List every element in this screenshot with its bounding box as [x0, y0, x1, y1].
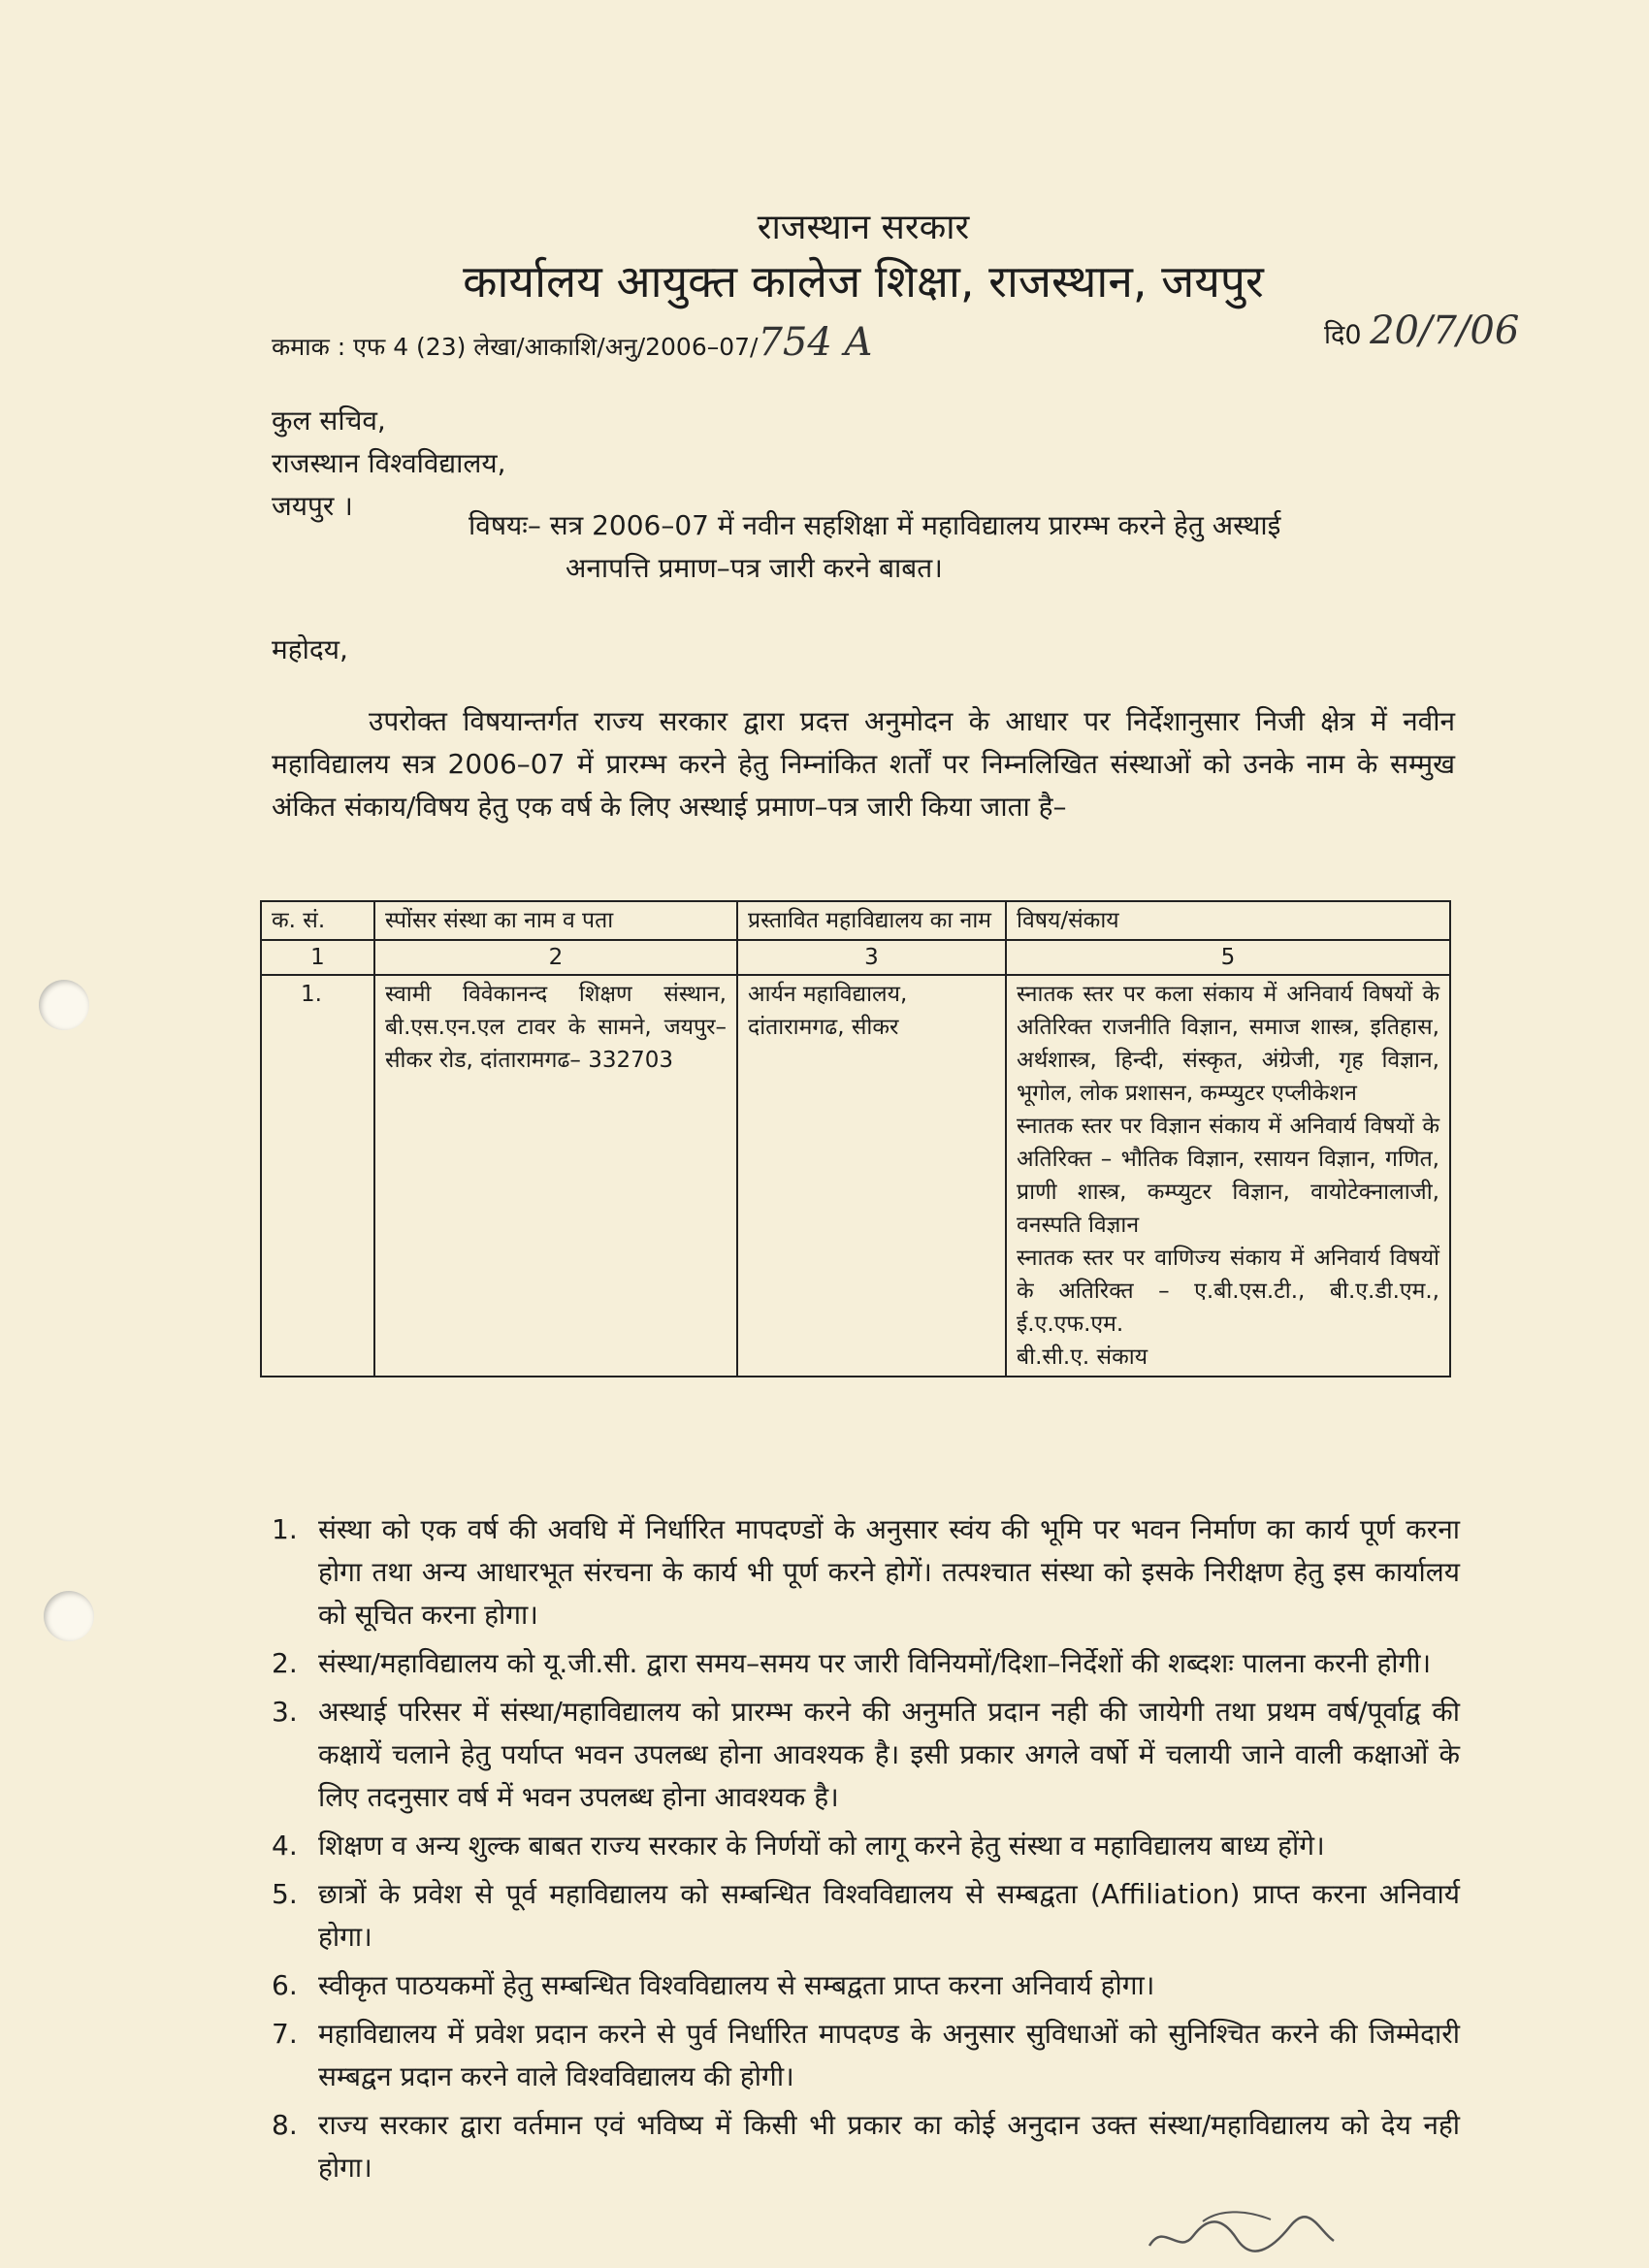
subject — [469, 504, 1458, 590]
item-text: संस्था को एक वर्ष की अवधि में निर्धारित मापदण्डों के अनुसार स्वंय की भूमि पर भवन निर्माण का कार्य पूर्ण करना होगा तथा अन्य आधारभूत संरचना के कार्य भी पूर्ण करने होगें। तत्पश्चात संस्था को इसके निरीक्षण हेतु इस कार्यालय को सूचित करना होगा। — [318, 1513, 1460, 1631]
reference-number: कमाक : एफ 4 (23) लेखा/आकाशि/अनु/2006–07/ — [272, 333, 759, 361]
column-number: 2 — [374, 940, 737, 975]
item-text: संस्था/महाविद्यालय को यू.जी.सी. द्वारा समय–समय पर जारी विनियमों/दिशा–निर्देशों की शब्दशः पालना करनी होगी। — [318, 1647, 1432, 1679]
sponsor-cell: स्वामी विवेकानन्द शिक्षण संस्थान, बी.एस.एन.एल टावर के सामने, जयपुर–सीकर रोड, दांतारामगढ– 332703 — [374, 975, 737, 1377]
item-number: 4. — [272, 1830, 298, 1862]
list-item — [272, 1873, 1460, 1959]
serial-number-cell: 1. — [261, 975, 374, 1377]
item-number: 2. — [272, 1647, 298, 1679]
list-item — [272, 1508, 1460, 1636]
item-number: 8. — [272, 2109, 298, 2141]
item-text: महाविद्यालय में प्रवेश प्रदान करने से पुर्व निर्धारित मापदण्ड के अनुसार सुविधाओं को सुनिश्चित करने की जिम्मेदारी सम्बद्वन प्रदान करने वाले विश्वविद्यालय की होगी। — [318, 2018, 1460, 2092]
subject-group: स्नातक स्तर पर कला संकाय में अनिवार्य विषयों के अतिरिक्त राजनीति विज्ञान, समाज शास्त्र, इतिहास, अर्थशास्त्र, हिन्दी, संस्कृत, अंग्रेजी, गृह विज्ञान, भूगोल, लोक प्रशासन, कम्प्युटर एप्लीकेशन — [1017, 982, 1439, 1106]
item-text: छात्रों के प्रवेश से पूर्व महाविद्यालय को सम्बन्धित विश्वविद्यालय से सम्बद्वता (Affiliation) प्राप्त करना अनिवार्य होगा। — [318, 1878, 1460, 1953]
header-cell: स्पोंसर संस्था का नाम व पता — [374, 901, 737, 940]
item-text: अस्थाई परिसर में संस्था/महाविद्यालय को प्रारम्भ करने की अनुमति प्रदान नही की जायेगी तथा प्रथम वर्ष/पूर्वाद्व की कक्षायें चलाने हेतु पर्याप्त भवन उपलब्ध होना आवश्यक है। इसी प्रकार अगले वर्षो में चलायी जाने वाली कक्षाओं के लिए तदनुसार वर्ष में भवन उपलब्ध होना आवश्यक है। — [318, 1696, 1460, 1813]
college-cell: आर्यन महाविद्यालय, दांतारामगढ, सीकर — [737, 975, 1006, 1377]
subject-line-1: विषयः– सत्र 2006–07 में नवीन सहशिक्षा में महाविद्यालय प्रारम्भ करने हेतु अस्थाई — [469, 509, 1281, 541]
signature — [1145, 2202, 1339, 2260]
office-title: कार्यालय आयुक्त कालेज शिक्षा, राजस्थान, जयपुर — [463, 255, 1264, 308]
column-number: 1 — [261, 940, 374, 975]
subject-group: स्नातक स्तर पर विज्ञान संकाय में अनिवार्य विषयों के अतिरिक्त – भौतिक विज्ञान, रसायन विज्ञान, गणित, प्राणी शास्त्र, कम्प्युटर विज्ञान, वायोटेक्नालाजी, वनस्पति विज्ञान — [1017, 1114, 1439, 1238]
address-line: जयपुर । — [272, 490, 353, 522]
item-number: 1. — [272, 1513, 298, 1545]
header-cell: क. सं. — [261, 901, 374, 940]
list-item — [272, 1691, 1460, 1819]
list-item — [272, 1825, 1460, 1867]
item-text: शिक्षण व अन्य शुल्क बाबत राज्य सरकार के निर्णयों को लागू करने हेतु संस्था व महाविद्यालय बाध्य होंगे। — [318, 1830, 1325, 1862]
address-line: राजस्थान विश्वविद्यालय, — [272, 447, 506, 479]
table-row — [261, 975, 1450, 1377]
reference-line — [272, 320, 872, 365]
column-number: 5 — [1006, 940, 1450, 975]
handwritten-date: 20/7/06 — [1370, 308, 1520, 353]
body-paragraph: उपरोक्त विषयान्तर्गत राज्य सरकार द्वारा प्रदत्त अनुमोदन के आधार पर निर्देशानुसार निजी क्षेत्र में नवीन महाविद्यालय सत्र 2006–07 में प्रारम्भ करने हेतु निम्नांकित शर्तों पर निम्नलिखित संस्थाओं को उनके नाम के सम्मुख अंकित संकाय/विषय हेतु एक वर्ष के लिए अस्थाई प्रमाण–पत्र जारी किया जाता है– — [272, 705, 1455, 823]
subject-line-2: अनापत्ति प्रमाण–पत्र जारी करने बाबत। — [566, 552, 943, 584]
salutation: महोदय, — [272, 633, 348, 665]
list-item — [272, 2013, 1460, 2098]
subject-group: स्नातक स्तर पर वाणिज्य संकाय में अनिवार्य विषयों के अतिरिक्त – ए.बी.एस.टी., बी.ए.डी.एम., ई.ए.एफ.एम. — [1017, 1246, 1439, 1337]
list-item — [272, 1642, 1460, 1685]
punch-hole-top — [39, 980, 89, 1030]
subjects-cell — [1006, 975, 1450, 1377]
punch-hole-bottom — [44, 1591, 94, 1641]
address-line: कुल सचिव, — [272, 405, 386, 437]
header-cell: विषय/संकाय — [1006, 901, 1450, 940]
table-number-row — [261, 940, 1450, 975]
date-line — [1324, 308, 1519, 353]
item-number: 5. — [272, 1878, 298, 1910]
table-header-row — [261, 901, 1450, 940]
item-number: 6. — [272, 1969, 298, 2001]
govt-title: राजस्थान सरकार — [757, 208, 970, 247]
list-item — [272, 1964, 1460, 2007]
conditions-list — [272, 1508, 1460, 2195]
institution-table — [260, 900, 1451, 1377]
handwritten-dispatch-number: 754 A — [758, 320, 873, 365]
item-number: 7. — [272, 2018, 298, 2050]
item-text: राज्य सरकार द्वारा वर्तमान एवं भविष्य में किसी भी प्रकार का कोई अनुदान उक्त संस्था/महाविद्यालय को देय नही होगा। — [318, 2109, 1460, 2184]
date-label: दि0 — [1324, 320, 1362, 350]
column-number: 3 — [737, 940, 1006, 975]
list-item — [272, 2104, 1460, 2189]
item-number: 3. — [272, 1696, 298, 1728]
item-text: स्वीकृत पाठयकमों हेतु सम्बन्धित विश्वविद्यालय से सम्बद्वता प्राप्त करना अनिवार्य होगा। — [318, 1969, 1155, 2001]
header-cell: प्रस्तावित महाविद्यालय का नाम — [737, 901, 1006, 940]
subject-group: बी.सी.ए. संकाय — [1017, 1345, 1148, 1370]
